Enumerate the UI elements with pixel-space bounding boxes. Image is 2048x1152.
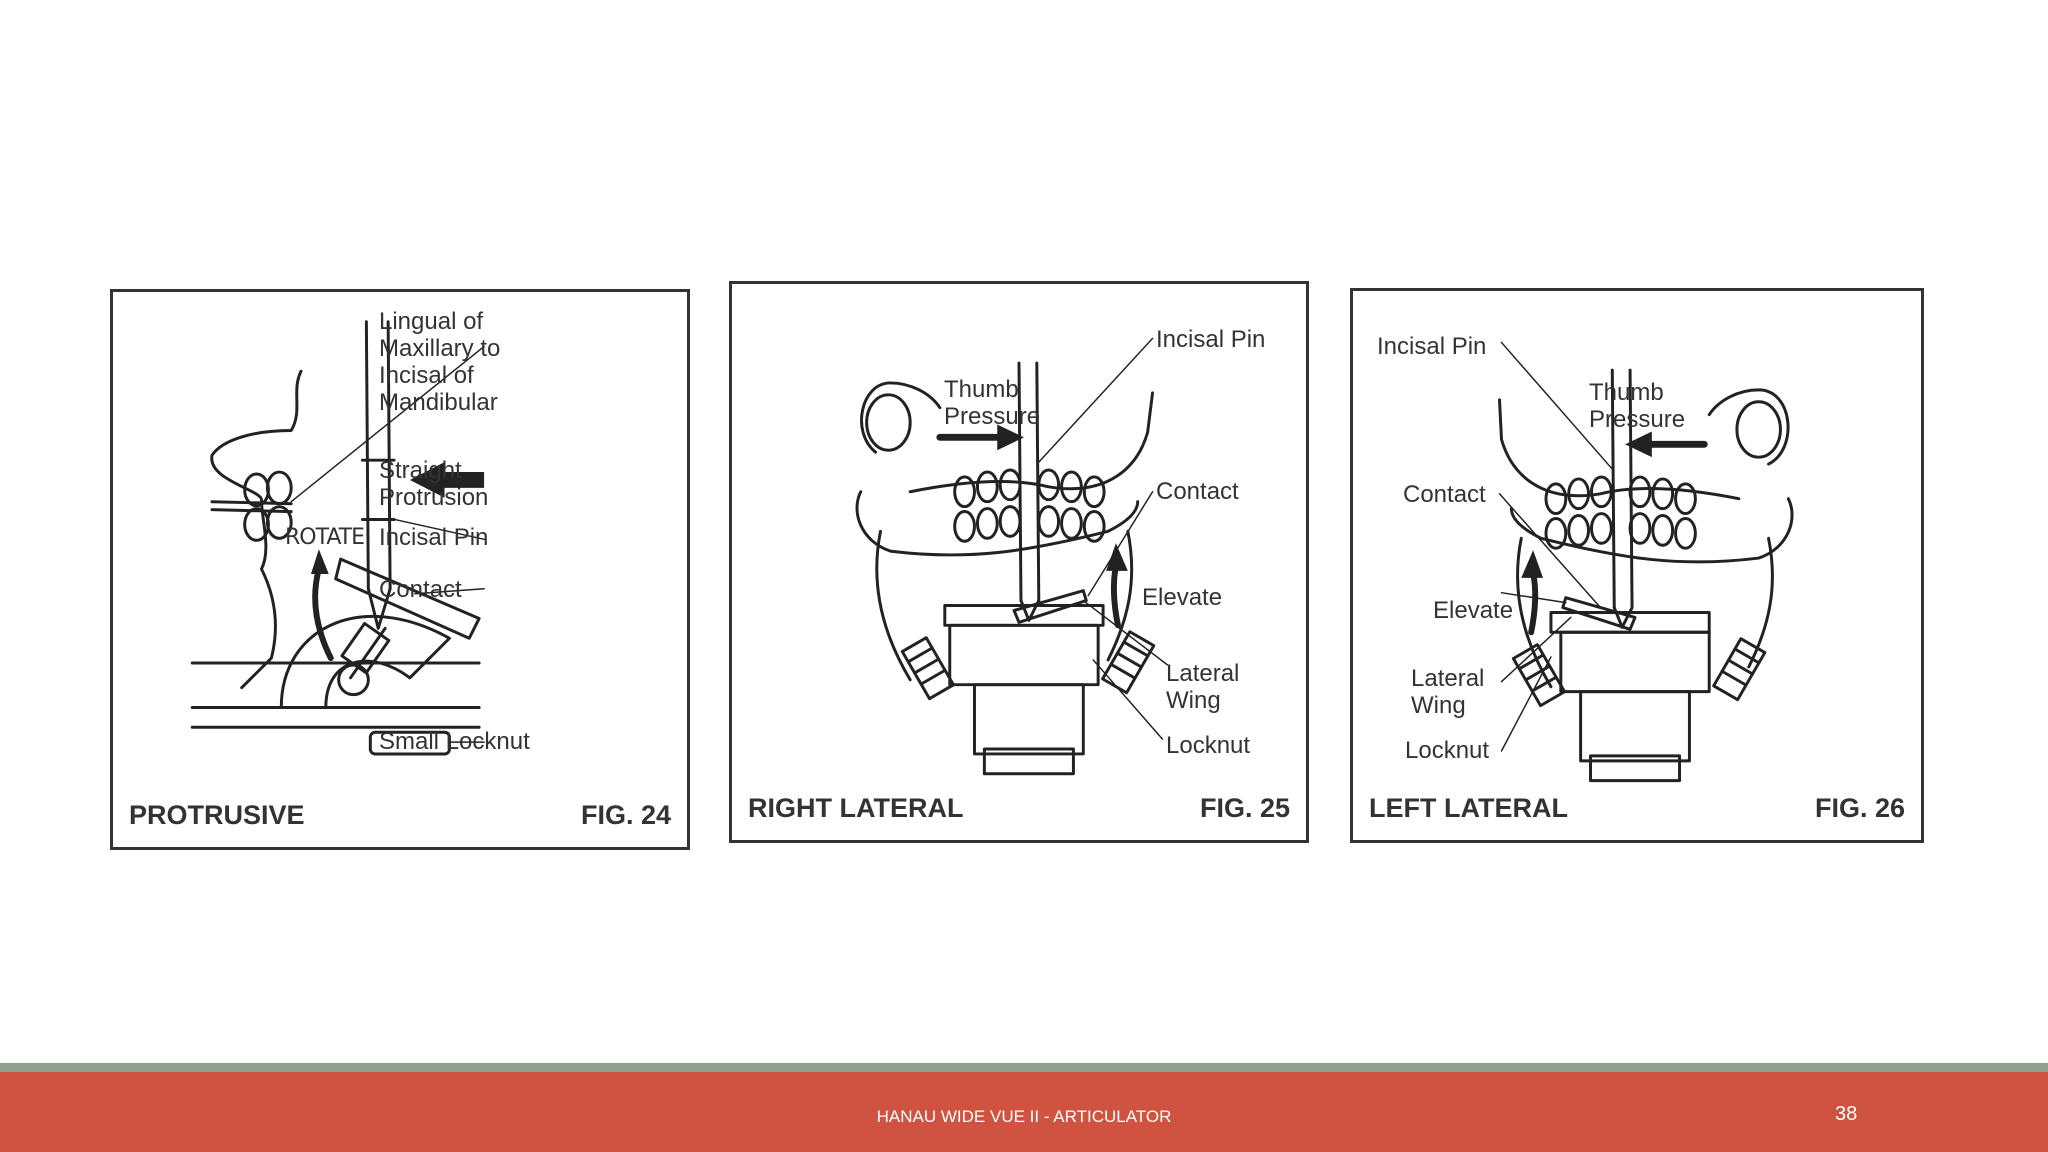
figure-number-24: FIG. 24 [580, 800, 671, 830]
footer-title: HANAU WIDE VUE II - ARTICULATOR [876, 1107, 1172, 1126]
caption-protrusive: PROTRUSIVE [129, 800, 305, 830]
incisal-pin-label: Incisal Pin [379, 524, 489, 551]
rotate-label: ROTATE [285, 525, 365, 550]
figure-26-left-lateral [1350, 288, 1924, 843]
thumb-pressure-label: Thumb Pressure [944, 376, 1041, 430]
lingual-label: Lingual of Maxillary to Incisal of Mandibular [379, 308, 501, 416]
contact-label: Contact [379, 576, 462, 603]
figure-number-25: FIG. 25 [1199, 793, 1290, 823]
thumb-pressure-label: Thumb Pressure [1589, 379, 1686, 433]
contact-label: Contact [1156, 478, 1239, 505]
lateral-wing-label: Lateral Wing [1411, 665, 1485, 719]
figure-25-right-lateral [729, 281, 1309, 843]
elevate-label: Elevate [1142, 584, 1223, 611]
figure-number-26: FIG. 26 [1814, 793, 1905, 823]
incisal-pin-label: Incisal Pin [1377, 333, 1487, 360]
incisal-pin-label: Incisal Pin [1156, 326, 1266, 353]
figure-24-protrusive [110, 289, 690, 850]
elevate-label: Elevate [1433, 597, 1514, 624]
lateral-wing-label: Lateral Wing [1166, 660, 1240, 714]
caption-left-lateral: LEFT LATERAL [1369, 793, 1568, 823]
page-number: 38 [1835, 1103, 1858, 1125]
small-locknut-label: Small Locknut [379, 728, 530, 755]
locknut-label: Locknut [1166, 732, 1251, 759]
caption-right-lateral: RIGHT LATERAL [748, 793, 964, 823]
straight-protrusion-label: Straight Protrusion [379, 457, 489, 511]
footer-stripe [0, 1063, 2048, 1072]
locknut-label: Locknut [1405, 737, 1490, 764]
contact-label: Contact [1403, 481, 1486, 508]
